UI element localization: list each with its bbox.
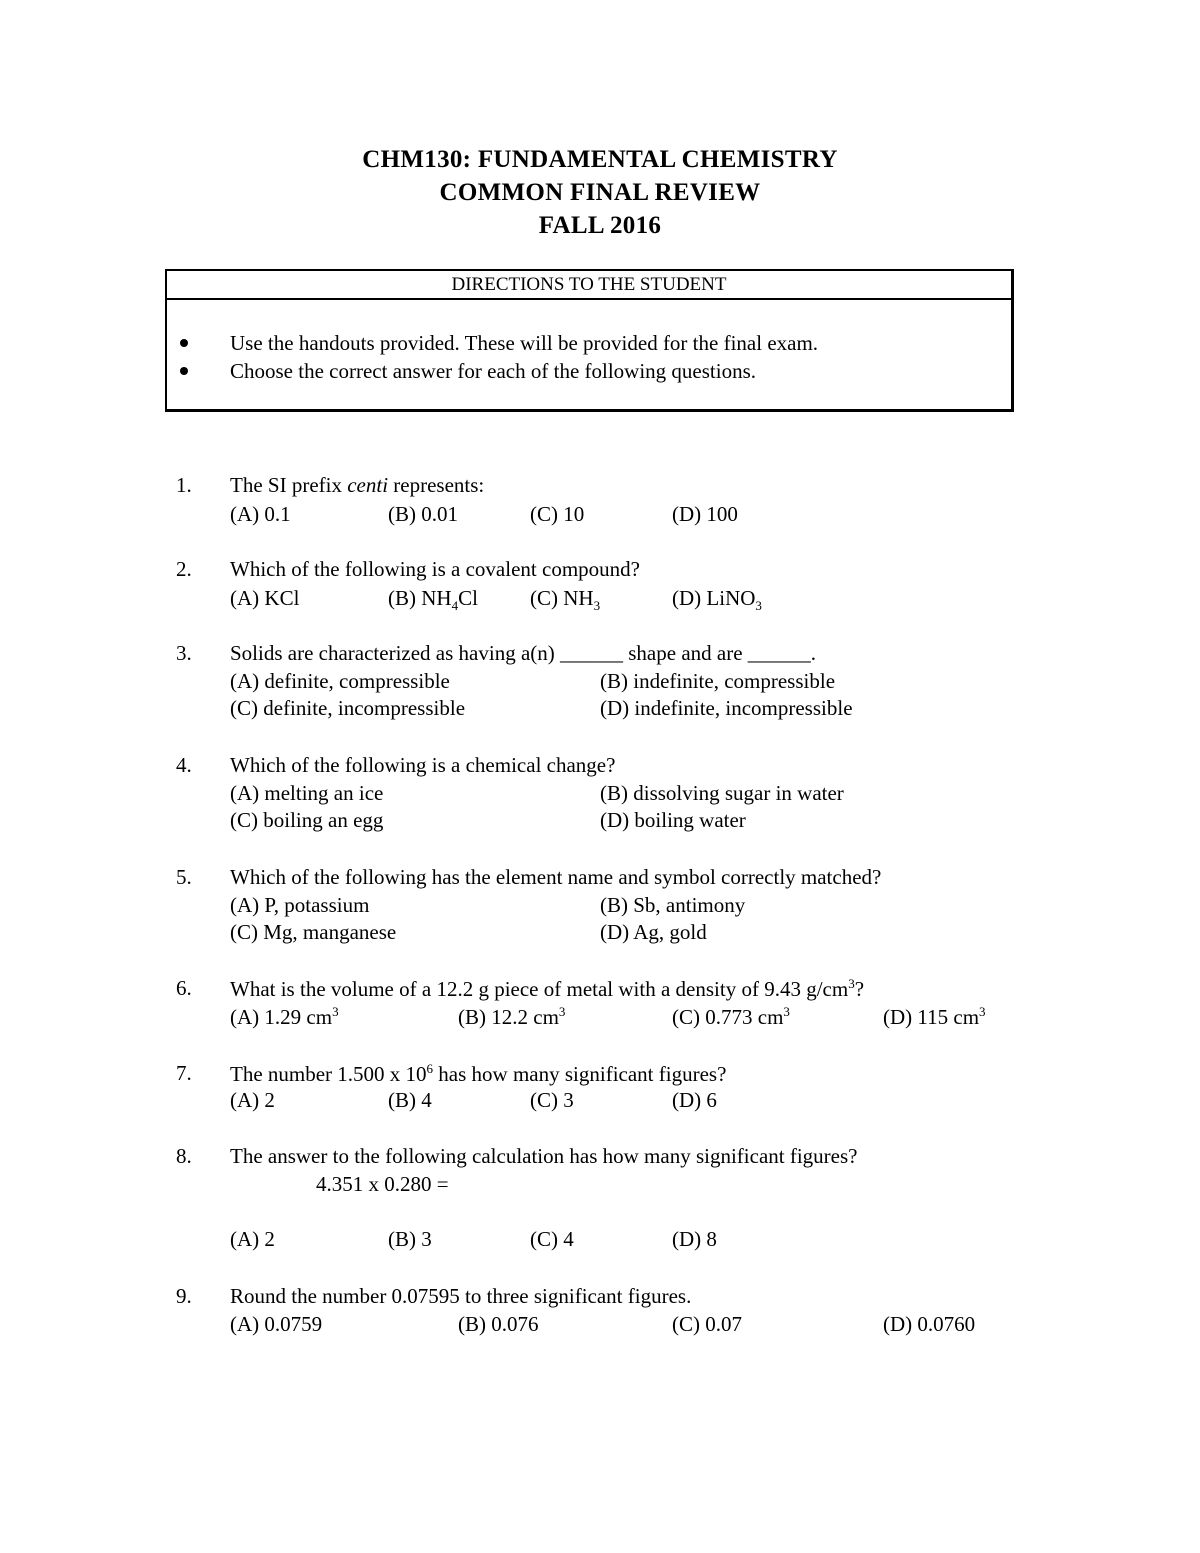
option-c[interactable]: (C) 4 xyxy=(530,1227,574,1251)
question-number: 7. xyxy=(176,1061,192,1085)
option-b[interactable]: (B) Sb, antimony xyxy=(600,893,746,917)
option-d[interactable]: (D) 0.0760 xyxy=(883,1312,976,1336)
directions-box xyxy=(165,269,1014,412)
question-text: The answer to the following calculation has how many significant figures? xyxy=(230,1144,858,1168)
term-label: FALL 2016 xyxy=(538,212,662,239)
option-c[interactable]: (C) 0.07 xyxy=(672,1312,742,1336)
option-b[interactable]: (B) 3 xyxy=(388,1227,432,1251)
question-number: 1. xyxy=(176,473,192,497)
option-a[interactable]: (A) melting an ice xyxy=(230,781,384,805)
question-text: Round the number 0.07595 to three significant figures. xyxy=(230,1284,692,1308)
option-c[interactable]: (C) Mg, manganese xyxy=(230,920,397,944)
option-a[interactable]: (A) 1.29 $cm^3$ xyxy=(230,1004,339,1029)
directions-item-text: Choose the correct answer for each of the following questions. xyxy=(230,359,757,383)
question-number: 6. xyxy=(176,976,192,1000)
option-b[interactable]: (B) dissolving sugar in water xyxy=(600,781,844,805)
question-text: The SI prefix centi represents: xyxy=(230,473,485,497)
option-a[interactable]: (A) 0.1 xyxy=(230,502,291,526)
option-b[interactable]: (B) 0.01 xyxy=(388,502,458,526)
option-b[interactable]: (B) $NH_4Cl$ xyxy=(388,586,478,613)
option-d[interactable]: (D) LiNO$_3$ xyxy=(672,586,762,613)
option-d[interactable]: (D) 8 xyxy=(672,1227,717,1251)
calculation-expression: 4.351 x 0.280 = xyxy=(316,1172,449,1196)
option-c[interactable]: (C) $NH_3$ xyxy=(530,586,601,613)
question-number: 2. xyxy=(176,557,192,581)
question-number: 5. xyxy=(176,865,192,889)
option-d[interactable]: (D) Ag, gold xyxy=(600,920,707,944)
option-a[interactable]: (A) 2 xyxy=(230,1088,275,1112)
option-c[interactable]: (C) 10 xyxy=(530,502,585,526)
question-number: 8. xyxy=(176,1144,192,1168)
question-number: 3. xyxy=(176,641,192,665)
option-b[interactable]: (B) 4 xyxy=(388,1088,432,1112)
option-a[interactable]: (A) definite, compressible xyxy=(230,669,450,693)
option-a[interactable]: (A) 2 xyxy=(230,1227,275,1251)
question-number: 9. xyxy=(176,1284,192,1308)
directions-title: DIRECTIONS TO THE STUDENT xyxy=(167,271,1011,300)
question-text: Which of the following has the element name and symbol correctly matched? xyxy=(230,865,882,889)
question-text: Solids are characterized as having a(n) ______ shape and are ______. xyxy=(230,641,817,665)
option-a[interactable]: (A) P, potassium xyxy=(230,893,370,917)
option-c[interactable]: (C) 0.773 $cm^3$ xyxy=(672,1004,790,1029)
option-b[interactable]: (B) 0.076 xyxy=(458,1312,539,1336)
question-text: What is the volume of a 12.2 g piece of metal with a density of 9.43 $g/cm^3$? xyxy=(230,976,865,1001)
option-c[interactable]: (C) boiling an egg xyxy=(230,808,384,832)
question-text: Which of the following is a covalent compound? xyxy=(230,557,640,581)
option-c[interactable]: (C) definite, incompressible xyxy=(230,696,466,720)
question-text: The number 1.500 x $10^6$ has how many significant figures? xyxy=(230,1061,727,1086)
question-text: Which of the following is a chemical change? xyxy=(230,753,616,777)
option-a[interactable]: (A) 0.0759 xyxy=(230,1312,323,1336)
option-d[interactable]: (D) 6 xyxy=(672,1088,717,1112)
option-c[interactable]: (C) 3 xyxy=(530,1088,574,1112)
document-subtitle: COMMON FINAL REVIEW xyxy=(439,179,761,206)
option-d[interactable]: (D) 100 xyxy=(672,502,738,526)
bullet-icon xyxy=(180,339,188,347)
course-title: CHM130: FUNDAMENTAL CHEMISTRY xyxy=(362,146,838,173)
option-b[interactable]: (B) indefinite, compressible xyxy=(600,669,836,693)
bullet-icon xyxy=(180,367,188,375)
option-d[interactable]: (D) boiling water xyxy=(600,808,746,832)
question-number: 4. xyxy=(176,753,192,777)
directions-item-text: Use the handouts provided. These will be provided for the final exam. xyxy=(230,331,819,355)
option-b[interactable]: (B) 12.2 $cm^3$ xyxy=(458,1004,566,1029)
option-d[interactable]: (D) 115 $cm^3$ xyxy=(883,1004,986,1029)
option-d[interactable]: (D) indefinite, incompressible xyxy=(600,696,853,720)
option-a[interactable]: (A) KCl xyxy=(230,586,300,610)
